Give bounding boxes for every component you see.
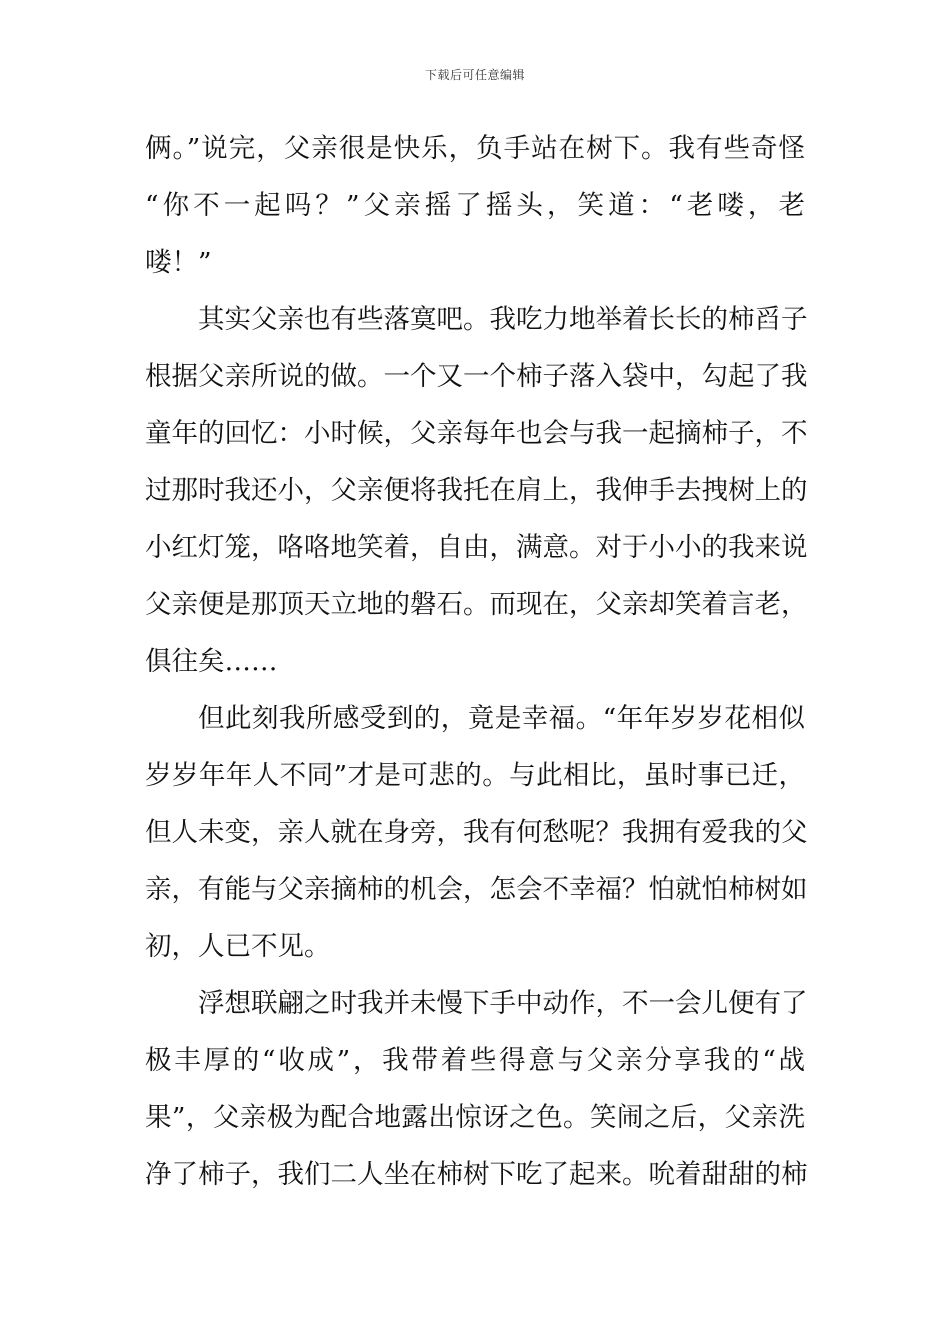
text-line: 过那时我还小，父亲便将我托在肩上，我伸手去拽树上的 — [145, 475, 808, 506]
text-line: 喽！” — [145, 247, 212, 278]
text-line: 果”，父亲极为配合地露出惊讶之色。笑闹之后，父亲洗 — [145, 1102, 805, 1133]
text-line: 俩。”说完，父亲很是快乐，负手站在树下。我有些奇怪 — [145, 133, 805, 164]
text-line: 岁岁年年人不同”才是可悲的。与此相比，虽时事已迁， — [145, 760, 805, 791]
text-line: 童年的回忆：小时候，父亲每年也会与我一起摘柿子，不 — [145, 418, 808, 449]
text-line: 初，人已不见。 — [145, 931, 331, 962]
header-note: 下载后可任意编辑 — [424, 68, 525, 82]
text-line: 根据父亲所说的做。一个又一个柿子落入袋中，勾起了我 — [145, 361, 808, 392]
text-line: “你不一起吗？”父亲摇了摇头，笑道：“老喽，老 — [145, 190, 805, 221]
text-line: 极丰厚的“收成”，我带着些得意与父亲分享我的“战 — [145, 1045, 805, 1076]
text-line: 小红灯笼，咯咯地笑着，自由，满意。对于小小的我来说 — [145, 532, 808, 563]
text-line: 俱往矣…… — [145, 646, 278, 677]
paragraph-first-line: 其实父亲也有些落寞吧。我吃力地举着长长的柿舀子 — [198, 304, 808, 335]
text-line: 父亲便是那顶天立地的磐石。而现在，父亲却笑着言老， — [145, 589, 808, 620]
text-line: 但人未变，亲人就在身旁，我有何愁呢？我拥有爱我的父 — [145, 817, 808, 848]
paragraph-first-line: 但此刻我所感受到的，竟是幸福。“年年岁岁花相似 — [198, 703, 805, 734]
text-line: 亲，有能与父亲摘柿的机会，怎会不幸福？怕就怕柿树如 — [145, 874, 808, 905]
body-text — [145, 120, 808, 1203]
paragraph-first-line: 浮想联翩之时我并未慢下手中动作，不一会儿便有了 — [198, 988, 808, 1019]
text-line: 净了柿子，我们二人坐在柿树下吃了起来。吮着甜甜的柿 — [145, 1159, 808, 1190]
